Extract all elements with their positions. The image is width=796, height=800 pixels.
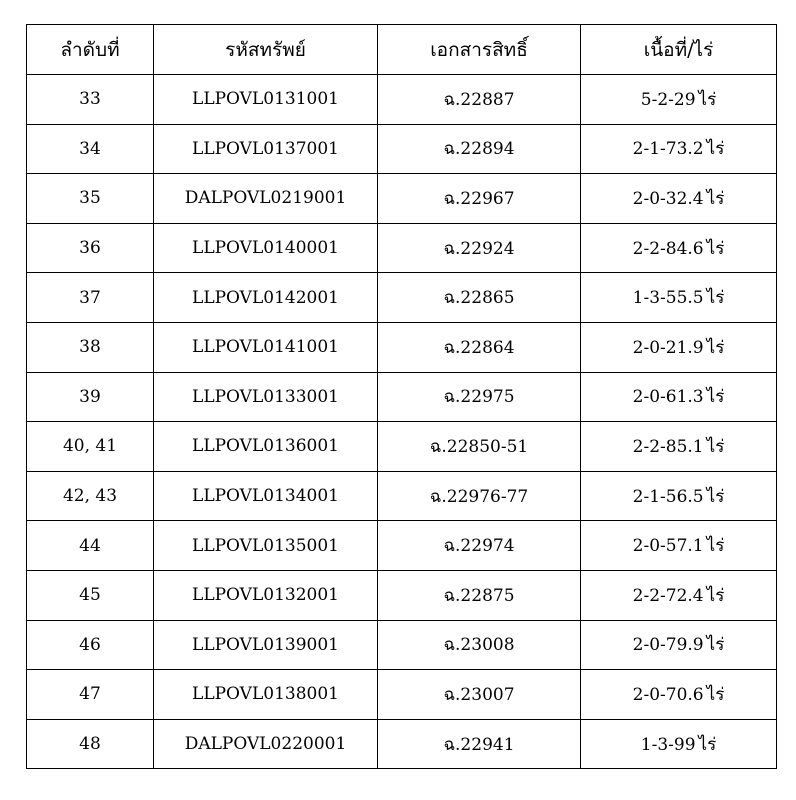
title-deed-cell: ฉ.22976-77 <box>378 471 581 521</box>
order-no-cell: 40, 41 <box>27 422 154 472</box>
area-unit-label: ไร่ <box>698 734 717 755</box>
title-deed-cell: ฉ.22865 <box>378 273 581 323</box>
title-deed-cell: ฉ.23007 <box>378 670 581 720</box>
area-cell <box>581 273 777 323</box>
area-value: 2-2-85.1 <box>632 436 704 457</box>
area-unit-label: ไร่ <box>706 585 725 606</box>
area-cell <box>581 422 777 472</box>
area-value: 2-0-61.3 <box>632 387 704 408</box>
table-row <box>27 75 777 125</box>
header-title-deed: เอกสารสิทธิ์ <box>378 25 581 75</box>
header-order-no: ลำดับที่ <box>27 25 154 75</box>
area-value: 2-0-32.4 <box>632 188 704 209</box>
area-value: 2-0-70.6 <box>632 684 704 705</box>
title-deed-cell: ฉ.22941 <box>378 719 581 769</box>
area-unit-label: ไร่ <box>706 684 725 705</box>
area-cell <box>581 670 777 720</box>
area-value: 2-2-72.4 <box>632 585 704 606</box>
title-deed-cell: ฉ.22887 <box>378 75 581 125</box>
area-unit-label: ไร่ <box>706 139 725 160</box>
property-table-container <box>26 24 776 769</box>
area-unit-label: ไร่ <box>706 288 725 309</box>
area-unit-label: ไร่ <box>706 536 725 557</box>
table-row <box>27 174 777 224</box>
asset-code-cell: DALPOVL0220001 <box>154 719 378 769</box>
title-deed-cell: ฉ.22864 <box>378 322 581 372</box>
header-area: เนื้อที่/ไร่ <box>581 25 777 75</box>
area-value: 1-3-55.5 <box>632 288 704 309</box>
title-deed-cell: ฉ.23008 <box>378 620 581 670</box>
table-body <box>27 75 777 769</box>
area-unit-label: ไร่ <box>706 238 725 259</box>
asset-code-cell: LLPOVL0139001 <box>154 620 378 670</box>
asset-code-cell: LLPOVL0135001 <box>154 521 378 571</box>
header-row <box>27 25 777 75</box>
order-no-cell: 44 <box>27 521 154 571</box>
table-row <box>27 223 777 273</box>
table-row <box>27 521 777 571</box>
title-deed-cell: ฉ.22967 <box>378 174 581 224</box>
title-deed-cell: ฉ.22875 <box>378 570 581 620</box>
order-no-cell: 34 <box>27 124 154 174</box>
area-cell <box>581 372 777 422</box>
title-deed-cell: ฉ.22924 <box>378 223 581 273</box>
area-cell <box>581 322 777 372</box>
title-deed-cell: ฉ.22975 <box>378 372 581 422</box>
table-row <box>27 372 777 422</box>
table-row <box>27 471 777 521</box>
order-no-cell: 46 <box>27 620 154 670</box>
area-unit-label: ไร่ <box>706 635 725 656</box>
area-value: 2-2-84.6 <box>632 238 704 259</box>
title-deed-cell: ฉ.22974 <box>378 521 581 571</box>
area-value: 2-0-79.9 <box>632 635 704 656</box>
title-deed-cell: ฉ.22894 <box>378 124 581 174</box>
order-no-cell: 42, 43 <box>27 471 154 521</box>
asset-code-cell: DALPOVL0219001 <box>154 174 378 224</box>
asset-code-cell: LLPOVL0138001 <box>154 670 378 720</box>
table-row <box>27 620 777 670</box>
table-row <box>27 124 777 174</box>
area-cell <box>581 124 777 174</box>
area-cell <box>581 223 777 273</box>
area-value: 2-1-73.2 <box>632 139 704 160</box>
area-value: 2-1-56.5 <box>632 486 704 507</box>
order-no-cell: 33 <box>27 75 154 125</box>
order-no-cell: 36 <box>27 223 154 273</box>
asset-code-cell: LLPOVL0131001 <box>154 75 378 125</box>
table-row <box>27 422 777 472</box>
area-unit-label: ไร่ <box>706 337 725 358</box>
area-value: 2-0-57.1 <box>632 536 704 557</box>
area-value: 5-2-29 <box>640 89 696 110</box>
asset-code-cell: LLPOVL0132001 <box>154 570 378 620</box>
area-cell <box>581 75 777 125</box>
area-value: 2-0-21.9 <box>632 337 704 358</box>
area-cell <box>581 174 777 224</box>
order-no-cell: 35 <box>27 174 154 224</box>
asset-code-cell: LLPOVL0133001 <box>154 372 378 422</box>
area-unit-label: ไร่ <box>706 486 725 507</box>
title-deed-cell: ฉ.22850-51 <box>378 422 581 472</box>
table-row <box>27 670 777 720</box>
table-row <box>27 570 777 620</box>
asset-code-cell: LLPOVL0134001 <box>154 471 378 521</box>
order-no-cell: 38 <box>27 322 154 372</box>
asset-code-cell: LLPOVL0141001 <box>154 322 378 372</box>
order-no-cell: 45 <box>27 570 154 620</box>
area-unit-label: ไร่ <box>706 188 725 209</box>
area-cell <box>581 521 777 571</box>
area-cell <box>581 719 777 769</box>
asset-code-cell: LLPOVL0136001 <box>154 422 378 472</box>
order-no-cell: 37 <box>27 273 154 323</box>
order-no-cell: 39 <box>27 372 154 422</box>
area-unit-label: ไร่ <box>706 387 725 408</box>
table-header <box>27 25 777 75</box>
order-no-cell: 47 <box>27 670 154 720</box>
asset-code-cell: LLPOVL0140001 <box>154 223 378 273</box>
asset-code-cell: LLPOVL0137001 <box>154 124 378 174</box>
table-row <box>27 322 777 372</box>
header-asset-code: รหัสทรัพย์ <box>154 25 378 75</box>
table-row <box>27 273 777 323</box>
asset-code-cell: LLPOVL0142001 <box>154 273 378 323</box>
area-cell <box>581 620 777 670</box>
area-value: 1-3-99 <box>640 734 696 755</box>
table-row <box>27 719 777 769</box>
property-table <box>26 24 777 769</box>
area-unit-label: ไร่ <box>698 89 717 110</box>
area-cell <box>581 471 777 521</box>
area-cell <box>581 570 777 620</box>
area-unit-label: ไร่ <box>706 436 725 457</box>
order-no-cell: 48 <box>27 719 154 769</box>
